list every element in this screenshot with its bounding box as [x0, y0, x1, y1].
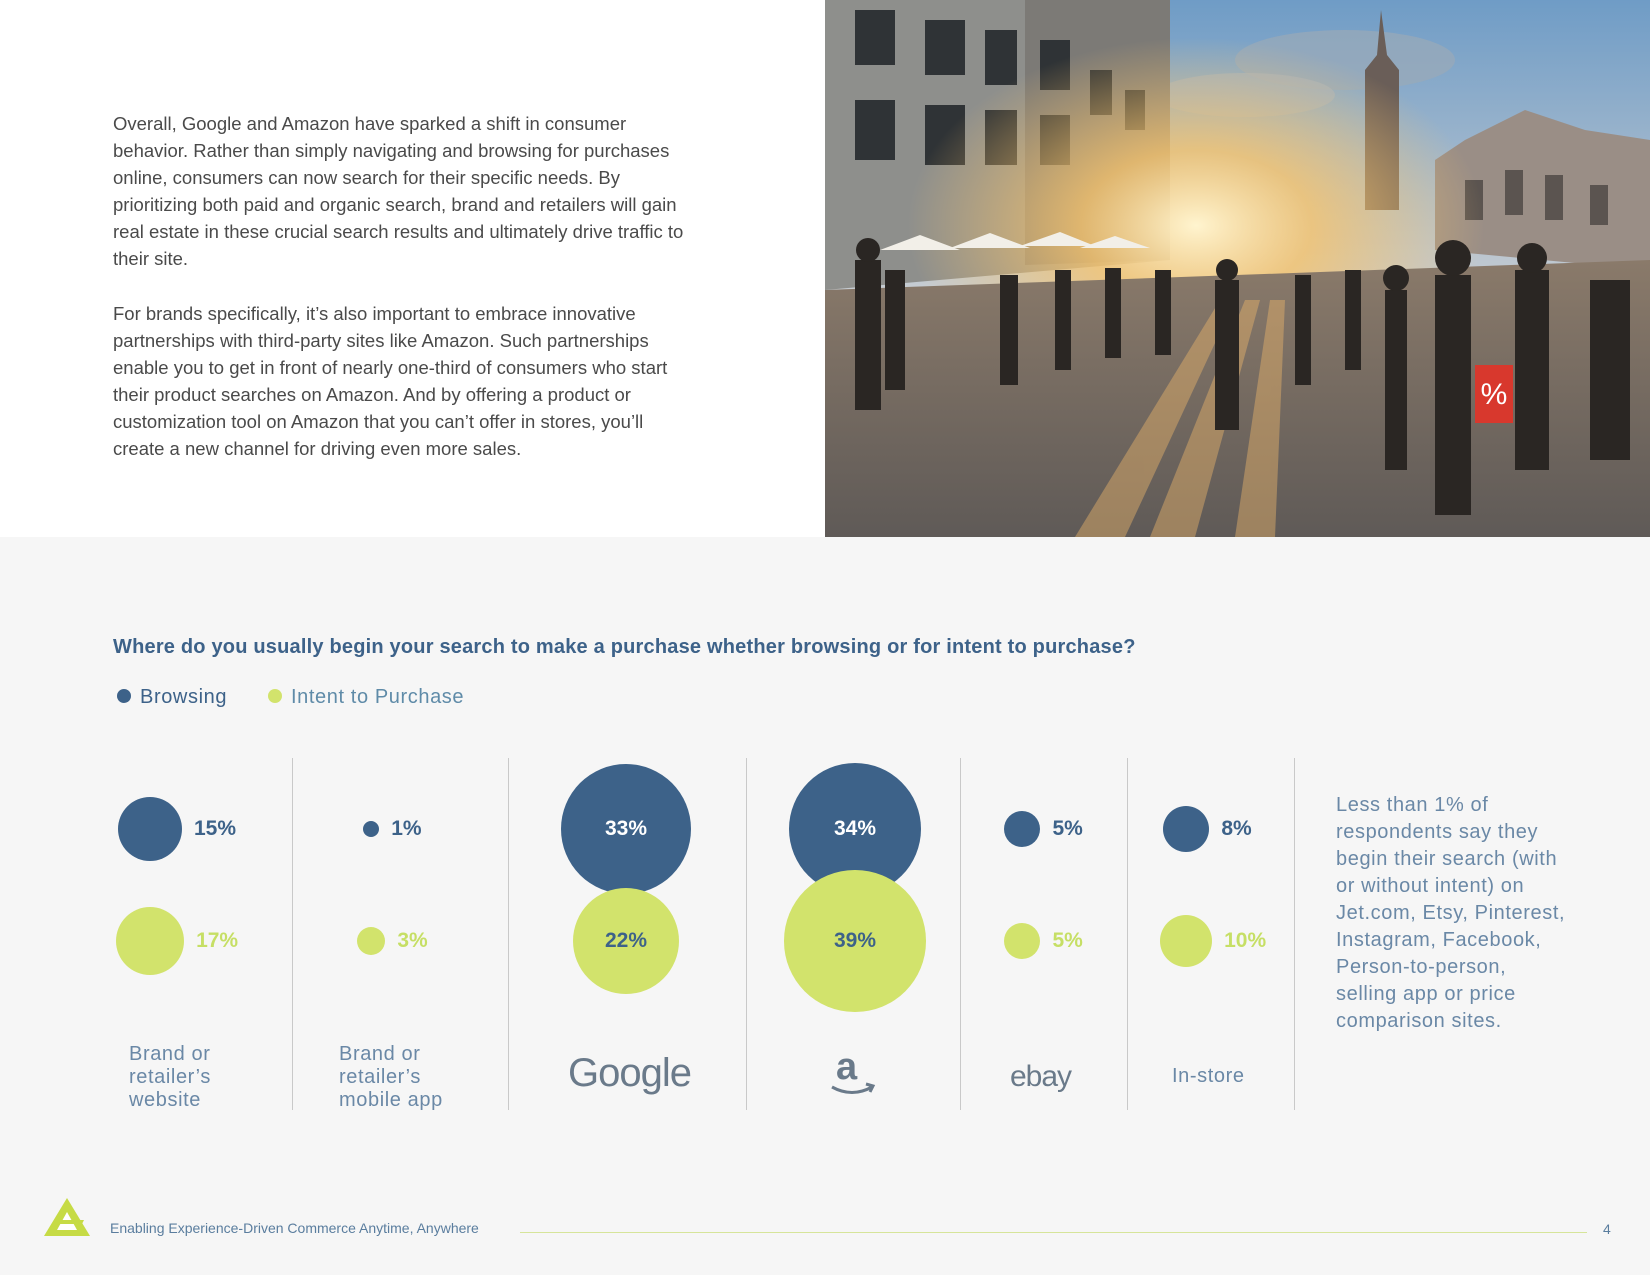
legend-intent: [268, 686, 464, 709]
value-label-intent-1: 3%: [397, 929, 428, 952]
body-paragraph-1: Overall, Google and Amazon have sparked a shift in consumer behavior. Rather than simply navigating and browsing for purchases online, consumers can now search for their specific needs. By prioritizing both paid and organic search, brand and retailers will gain real estate in these crucial search results and ultimately drive traffic to their site.: [113, 113, 684, 269]
column-divider: [960, 758, 961, 1110]
value-label-intent-3: 39%: [833, 929, 877, 952]
market-square-photo: [825, 0, 1650, 537]
value-label-intent-4: 5%: [1052, 929, 1083, 952]
footer-rule: [520, 1232, 1587, 1233]
bag-sign-text: %: [1480, 378, 1508, 411]
column-divider: [746, 758, 747, 1110]
value-label-intent-0: 17%: [196, 929, 239, 952]
top-section: [0, 0, 1650, 537]
column-divider: [292, 758, 293, 1110]
value-label-intent-2: 22%: [604, 929, 648, 952]
amazon-smile-icon: [826, 1050, 882, 1098]
column-divider: [1294, 758, 1295, 1110]
survey-note: Less than 1% of respondents say they begin their search (with or without intent) on Jet.com, Etsy, Pinterest, Instagram, Facebook, Person-to-person, selling app or price comparison sites.: [1336, 794, 1566, 1032]
amazon-logo-text: a: [836, 1046, 858, 1088]
value-label-intent-5: 10%: [1224, 929, 1267, 952]
bubble-intent-5: [1160, 915, 1212, 967]
legend-intent-dot: [268, 689, 282, 703]
footer-tagline: Enabling Experience-Driven Commerce Anytime, Anywhere: [110, 1220, 479, 1236]
column-divider: [1127, 758, 1128, 1110]
category-label-website: Brand or retailer’s website: [129, 1043, 211, 1111]
google-logo-text: Google: [568, 1051, 691, 1095]
value-label-browsing-1: 1%: [391, 817, 422, 840]
value-label-browsing-5: 8%: [1221, 817, 1252, 840]
legend-browsing-dot: [117, 689, 131, 703]
value-label-browsing-4: 5%: [1052, 817, 1083, 840]
legend-intent-label: Intent to Purchase: [291, 686, 465, 708]
bubble-intent-0: [116, 907, 184, 975]
category-label-in-store: In-store: [1172, 1065, 1245, 1087]
column-divider: [508, 758, 509, 1110]
value-label-browsing-3: 34%: [833, 817, 877, 840]
category-label-mobile-app: Brand or retailer’s mobile app: [339, 1043, 443, 1111]
google-logo: [568, 1051, 691, 1096]
ebay-logo: [1010, 1060, 1071, 1094]
bubble-browsing-0: [118, 797, 182, 861]
amazon-logo: [826, 1046, 882, 1098]
ebay-logo-text: ebay: [1010, 1060, 1072, 1093]
value-label-browsing-2: 33%: [604, 817, 648, 840]
survey-question: Where do you usually begin your search to make a purchase whether browsing or for intent to purchase?: [113, 636, 1136, 658]
company-logo: [44, 1198, 90, 1242]
value-label-browsing-0: 15%: [194, 817, 237, 840]
legend-browsing: [117, 686, 227, 709]
legend-browsing-label: Browsing: [140, 686, 228, 708]
body-paragraph-2: For brands specifically, it’s also important to embrace innovative partnerships with third-party sites like Amazon. Such partnerships enable you to get in front of nearly one-third of consumers who start their product searches on Amazon. And by offering a product or customization tool on Amazon that you can’t offer in stores, you’ll create a new channel for driving even more sales.: [113, 303, 668, 459]
page-number: 4: [1603, 1221, 1611, 1237]
